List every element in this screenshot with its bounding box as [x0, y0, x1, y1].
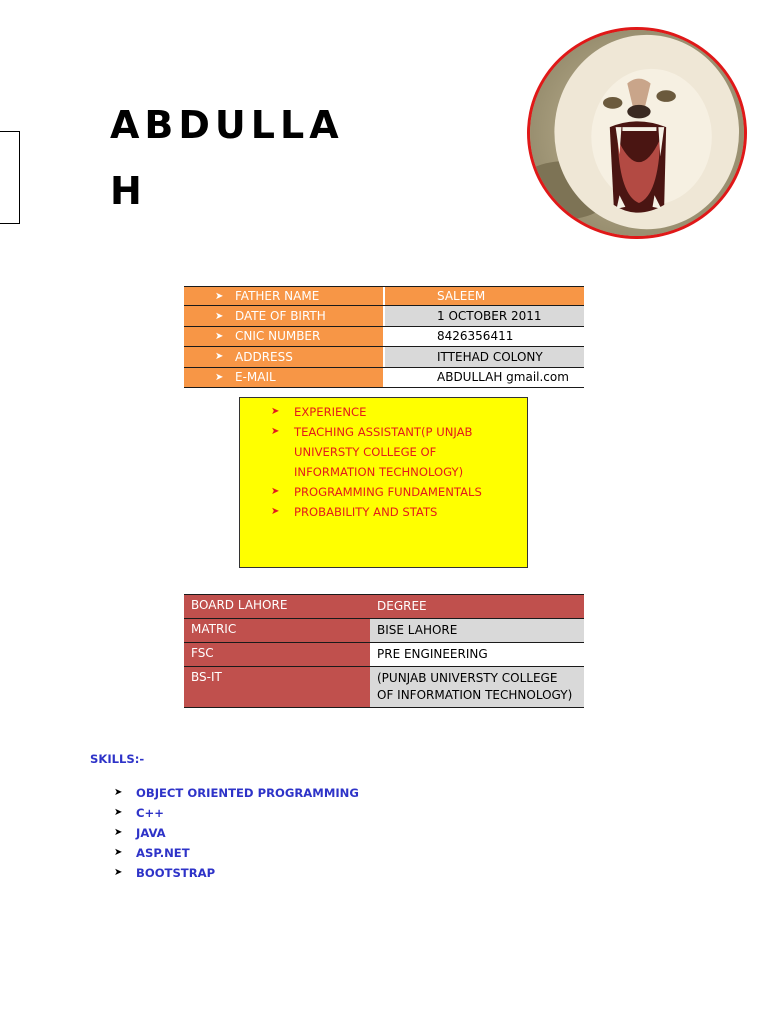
- info-label: FATHER NAME: [235, 289, 320, 304]
- skill-text: C++: [136, 806, 164, 820]
- arrowhead-bullet-icon: ➤: [114, 847, 123, 858]
- education-detail: BISE LAHORE: [370, 619, 584, 642]
- arrowhead-bullet-icon: ➤: [114, 787, 123, 798]
- experience-item: [240, 422, 527, 482]
- arrowhead-bullet-icon: ➤: [271, 486, 280, 497]
- arrowhead-bullet-icon: ➤: [215, 310, 224, 322]
- skill-item: [114, 843, 359, 863]
- info-value: 8426356411: [383, 327, 584, 346]
- skill-text: OBJECT ORIENTED PROGRAMMING: [136, 786, 359, 800]
- arrowhead-bullet-icon: ➤: [271, 506, 280, 517]
- arrowhead-bullet-icon: ➤: [215, 290, 224, 302]
- arrowhead-bullet-icon: ➤: [271, 406, 280, 417]
- education-detail: PRE ENGINEERING: [370, 643, 584, 666]
- skills-heading: SKILLS:-: [90, 752, 145, 766]
- skill-text: JAVA: [136, 826, 166, 840]
- info-label-cell: [184, 347, 383, 366]
- experience-item: [240, 482, 527, 502]
- experience-item: [240, 502, 527, 522]
- personal-info-table: [184, 286, 584, 388]
- experience-text: PROBABILITY AND STATS: [294, 505, 438, 519]
- education-board: BOARD LAHORE: [184, 595, 370, 618]
- arrowhead-bullet-icon: ➤: [114, 827, 123, 838]
- experience-item: [240, 402, 527, 422]
- skill-text: ASP.NET: [136, 846, 190, 860]
- education-row-header: [184, 594, 584, 619]
- arrowhead-bullet-icon: ➤: [114, 867, 123, 878]
- arrowhead-bullet-icon: ➤: [215, 330, 224, 342]
- arrowhead-bullet-icon: ➤: [114, 807, 123, 818]
- education-row-fsc: [184, 643, 584, 667]
- skills-list: [114, 783, 359, 883]
- info-row-address: [184, 347, 584, 367]
- skill-text: BOOTSTRAP: [136, 866, 216, 880]
- arrowhead-bullet-icon: ➤: [215, 351, 224, 363]
- info-row-cnic-number: [184, 327, 584, 347]
- arrowhead-bullet-icon: ➤: [215, 371, 224, 383]
- info-label: E-MAIL: [235, 370, 276, 385]
- experience-text: EXPERIENCE: [294, 405, 367, 419]
- education-table: [184, 594, 584, 708]
- education-detail: (PUNJAB UNIVERSTY COLLEGE OF INFORMATION TECHNOLOGY): [370, 667, 584, 707]
- name-line-2: H: [110, 169, 147, 213]
- skill-item: [114, 863, 359, 883]
- info-value: ITTEHAD COLONY: [383, 347, 584, 366]
- info-label-cell: [184, 327, 383, 346]
- arrowhead-bullet-icon: ➤: [271, 426, 280, 437]
- experience-text: PROGRAMMING FUNDAMENTALS: [294, 485, 482, 499]
- info-row-email: [184, 368, 584, 388]
- candidate-name: [110, 92, 344, 224]
- info-value: ABDULLAH gmail.com: [383, 368, 584, 387]
- name-line-1: ABDULLA: [110, 103, 344, 147]
- education-row-bsit: [184, 667, 584, 708]
- education-board: FSC: [184, 643, 370, 666]
- info-value: 1 OCTOBER 2011: [383, 306, 584, 325]
- info-value: SALEEM: [383, 287, 584, 305]
- info-label-cell: [184, 306, 383, 325]
- education-board: MATRIC: [184, 619, 370, 642]
- info-label: ADDRESS: [235, 349, 293, 364]
- skill-item: [114, 803, 359, 823]
- info-row-date-of-birth: [184, 306, 584, 326]
- skill-item: [114, 823, 359, 843]
- info-label-cell: [184, 368, 383, 387]
- info-label-cell: [184, 287, 383, 305]
- experience-box: [239, 397, 528, 568]
- lion-photo: [527, 27, 747, 239]
- info-label: DATE OF BIRTH: [235, 309, 326, 324]
- education-row-matric: [184, 619, 584, 643]
- info-row-father-name: [184, 286, 584, 306]
- education-board: BS-IT: [184, 667, 370, 707]
- skill-item: [114, 783, 359, 803]
- edge-textbox-frame: [0, 131, 20, 224]
- education-detail: DEGREE: [370, 595, 584, 618]
- info-label: CNIC NUMBER: [235, 329, 321, 344]
- experience-text: TEACHING ASSISTANT(P UNJAB UNIVERSTY COLLEGE OF INFORMATION TECHNOLOGY): [294, 425, 473, 479]
- lion-illustration: [530, 30, 744, 236]
